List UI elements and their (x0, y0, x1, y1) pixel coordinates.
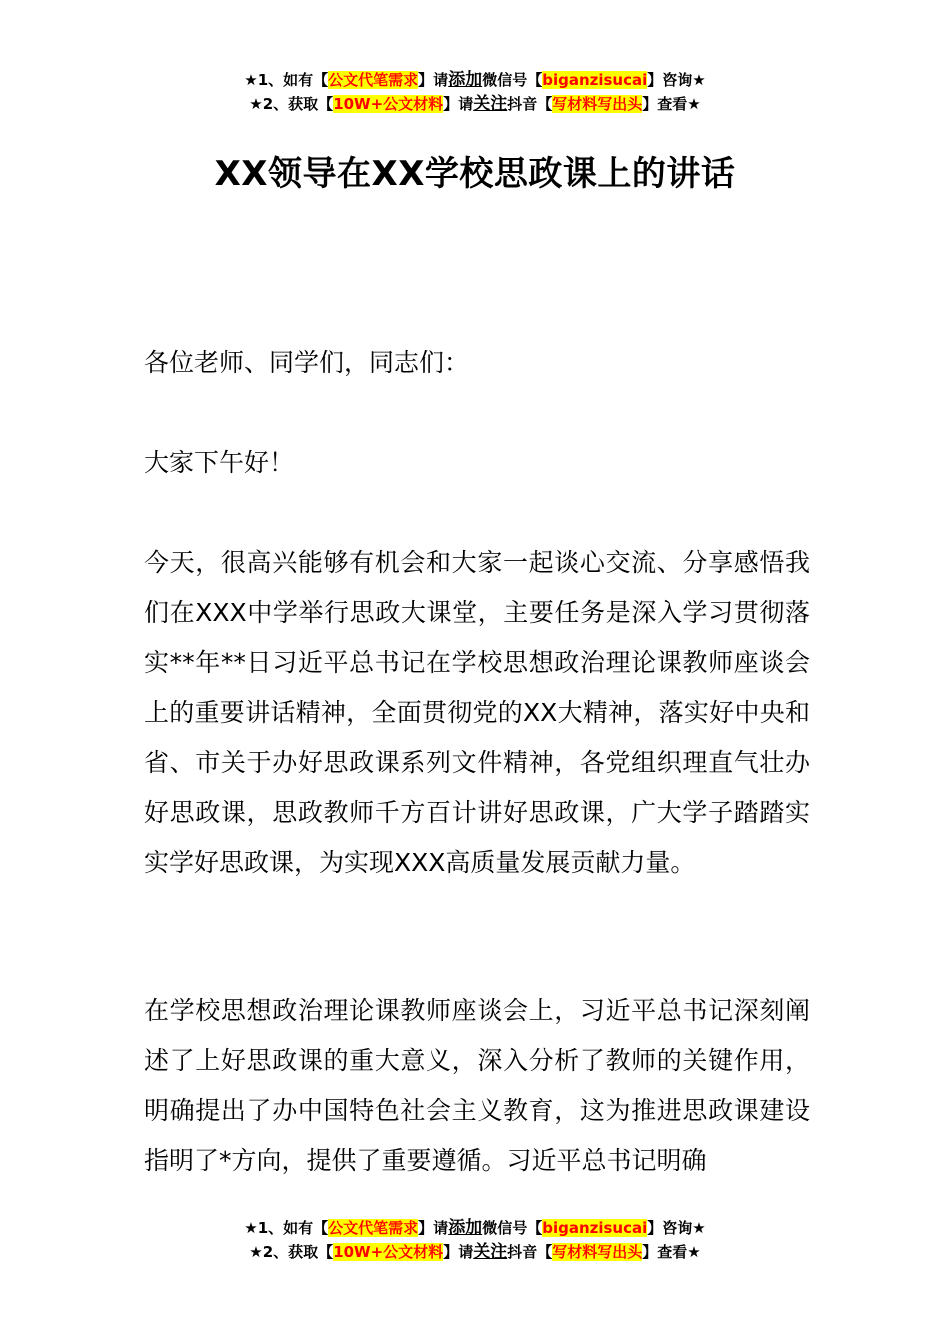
banner-line-2-highlight-1: 10W+公文材料 (333, 95, 444, 113)
banner-line-2-emphasis: 关注 (473, 94, 508, 114)
banner-line-2-mid-2: 抖音【 (507, 95, 553, 113)
footer-line-1-emphasis: 添加 (448, 1218, 483, 1238)
footer-banner-line-1 (0, 1216, 950, 1240)
banner-line-1-mid-2: 微信号【 (482, 71, 543, 89)
banner-line-1-prefix: ★1、如有【 (244, 71, 329, 89)
greeting-text: 各位老师、同学们，同志们： (144, 348, 470, 377)
banner-line-1 (0, 68, 950, 92)
paragraph-1-block (144, 538, 810, 888)
banner-line-1-mid-1: 】请 (418, 71, 449, 89)
banner-line-2-highlight-2: 写材料写出头 (552, 95, 643, 113)
footer-line-2-mid-2: 抖音【 (507, 1243, 553, 1261)
paragraph-2: 在学校思想政治理论课教师座谈会上，习近平总书记深刻阐述了上好思政课的重大意义，深入分析了教师的关键作用，明确提出了办中国特色社会主义教育，这为推进思政课建设指明了*方向，提供了重要遵循。习近平总书记明确 (144, 996, 810, 1175)
footer-banner (0, 1216, 950, 1264)
footer-line-2-suffix: 】查看★ (642, 1243, 701, 1261)
footer-line-1-mid-1: 】请 (418, 1219, 449, 1237)
greeting-block (144, 338, 810, 388)
banner-line-1-highlight-1: 公文代笔需求 (328, 71, 419, 89)
footer-line-2-highlight-2: 写材料写出头 (552, 1243, 643, 1261)
footer-line-2-mid-1: 】请 (443, 1243, 474, 1261)
footer-line-1-highlight-2: biganzisucai (542, 1219, 648, 1237)
footer-line-2-highlight-1: 10W+公文材料 (333, 1243, 444, 1261)
footer-line-2-prefix: ★2、获取【 (249, 1243, 334, 1261)
hello-block (144, 438, 810, 488)
paragraph-2-block (144, 986, 810, 1186)
footer-line-1-mid-2: 微信号【 (482, 1219, 543, 1237)
banner-line-2-mid-1: 】请 (443, 95, 474, 113)
footer-line-1-highlight-1: 公文代笔需求 (328, 1219, 419, 1237)
footer-line-1-suffix: 】咨询★ (647, 1219, 706, 1237)
banner-line-1-emphasis: 添加 (448, 70, 483, 90)
banner-line-2-prefix: ★2、获取【 (249, 95, 334, 113)
paragraph-1: 今天，很高兴能够有机会和大家一起谈心交流、分享感悟我们在XXX中学举行思政大课堂，主要任务是深入学习贯彻落实**年**日习近平总书记在学校思想政治理论课教师座谈会上的重要讲话精神，全面贯彻党的XX大精神，落实好中央和省、市关于办好思政课系列文件精神，各党组织理直气壮办好思政课，思政教师千方百计讲好思政课，广大学子踏踏实实学好思政课，为实现XXX高质量发展贡献力量。 (144, 548, 810, 877)
footer-line-2-emphasis: 关注 (473, 1242, 508, 1262)
document-title: XX领导在XX学校思政课上的讲话 (214, 154, 736, 194)
header-banner (0, 68, 950, 116)
footer-line-1-prefix: ★1、如有【 (244, 1219, 329, 1237)
hello-text: 大家下午好！ (144, 448, 295, 477)
banner-line-1-suffix: 】咨询★ (647, 71, 706, 89)
banner-line-1-highlight-2: biganzisucai (542, 71, 648, 89)
footer-banner-line-2 (0, 1240, 950, 1264)
banner-line-2 (0, 92, 950, 116)
banner-line-2-suffix: 】查看★ (642, 95, 701, 113)
